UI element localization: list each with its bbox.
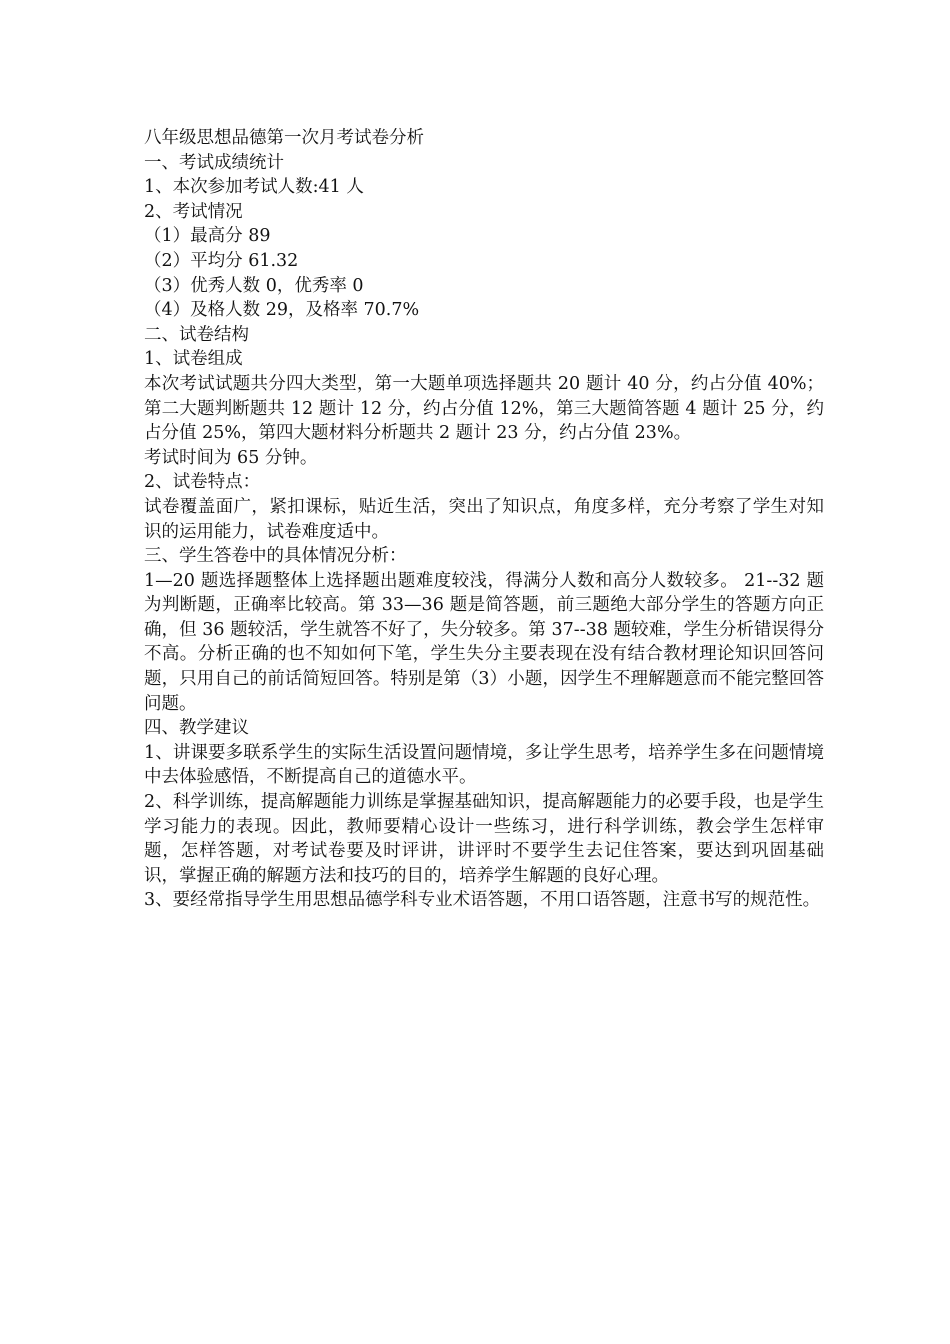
analysis-body: 1—20 题选择题整体上选择题出题难度较浅，得满分人数和高分人数较多。 21--32 题为判断题，正确率比较高。第 33—36 题是简答题，前三题绝大部分学生的答题方向正确，但 36 题较活，学生就答不好了，失分较多。第 37--38 题较难，学生分析错误得分不高。分析正确的也不知如何下笔，学生失分主要表现在没有结合教材理论知识回答问题，只用自己的前话简短回答。特别是第（3）小题，因学生不理解题意而不能完整回答问题。 [144, 570, 824, 714]
exam-duration: 考试时间为 65 分钟。 [144, 447, 318, 468]
suggestion-item: 1、讲课要多联系学生的实际生活设置问题情境，多让学生思考，培养学生多在问题情境中去体验感悟，不断提高自己的道德水平。 [144, 742, 824, 788]
suggestion-item: 2、科学训练，提高解题能力训练是掌握基础知识，提高解题能力的必要手段，也是学生学习能力的表现。因此，教师要精心设计一些练习，进行科学训练，教会学生怎样审题，怎样答题，对考试卷要及时评讲，讲评时不要学生去记住答案，要达到巩固基础识，掌握正确的解题方法和技巧的目的，培养学生解题的良好心理。 [144, 792, 824, 886]
document-body [144, 126, 824, 913]
participant-count: 1、本次参加考试人数:41 人 [144, 177, 364, 198]
document-title: 八年级思想品德第一次月考试卷分析 [144, 128, 424, 148]
suggestion-item: 3、要经常指导学生用思想品德学科专业术语答题，不用口语答题，注意书写的规范性。 [144, 890, 821, 911]
stat-average-score: （2）平均分 61.32 [144, 250, 299, 271]
structure-composition-body: 本次考试试题共分四大类型，第一大题单项选择题共 20 题计 40 分，约占分值 40%；第二大题判断题共 12 题计 12 分，约占分值 12%，第三大题简答题 4 题计 25 分，约占分值 25%，第四大题材料分析题共 2 题计 23 分，约占分值 23%。 [144, 373, 824, 444]
stat-highest-score: （1）最高分 89 [144, 226, 271, 247]
stat-excellent-rate: （3）优秀人数 0，优秀率 0 [144, 275, 364, 296]
section-heading-suggestions: 四、教学建议 [144, 718, 249, 739]
section-heading-structure: 二、试卷结构 [144, 324, 249, 345]
structure-composition-heading: 1、试卷组成 [144, 349, 243, 370]
structure-features-heading: 2、试卷特点： [144, 472, 261, 493]
stat-pass-rate: （4）及格人数 29，及格率 70.7% [144, 300, 420, 321]
exam-situation-heading: 2、考试情况 [144, 201, 243, 222]
section-heading-statistics: 一、考试成绩统计 [144, 152, 284, 173]
structure-features-body: 试卷覆盖面广，紧扣课标，贴近生活，突出了知识点，角度多样，充分考察了学生对知识的运用能力，试卷难度适中。 [144, 496, 824, 542]
section-heading-analysis: 三、学生答卷中的具体情况分析： [144, 546, 407, 567]
